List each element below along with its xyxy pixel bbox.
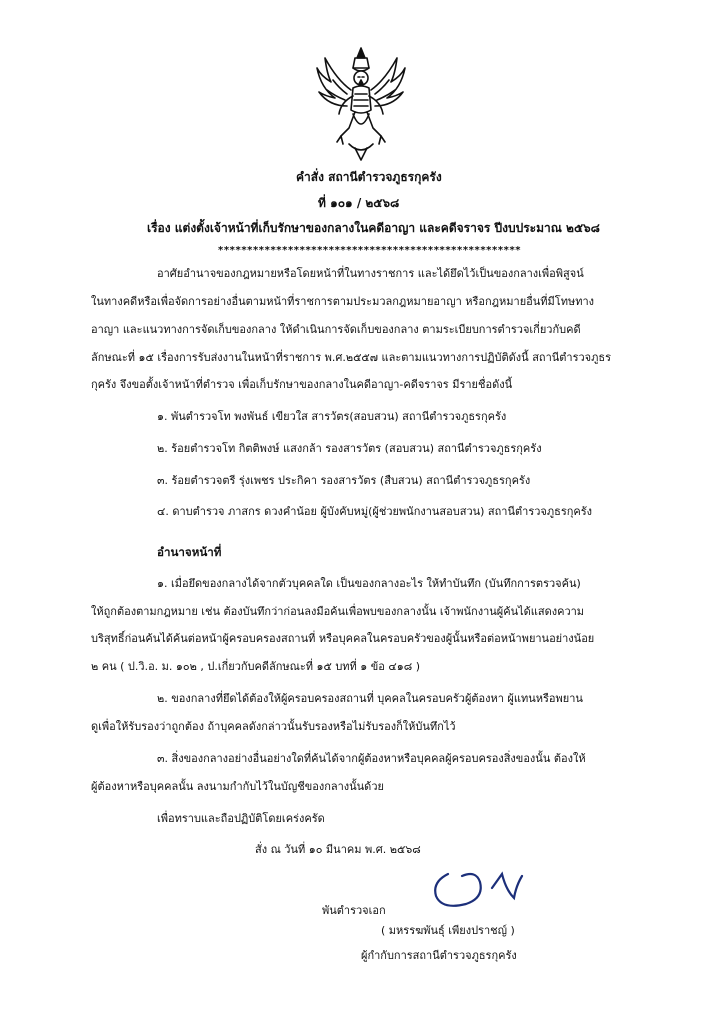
duty-line: ดูเพื่อให้รับรองว่าถูกต้อง ถ้าบุคคลดังกล่าวนั้นรับรองหรือไม่รับรองก็ให้บันทึกไว้ <box>91 720 456 733</box>
signer-rank: พันตำรวจเอก <box>322 904 386 917</box>
officer-item: ๔. ดาบตำรวจ ภาสกร ดวงคำน้อย ผู้บังคับหมู่(ผู้ช่วยพนักงานสอบสวน) สถานีตำรวจภูธรกุครัง <box>157 505 593 518</box>
officer-item: ๑. พันตำรวจโท พงพันธ์ เขียวใส สารวัตร(สอบสวน) สถานีตำรวจภูธรกุครัง <box>157 410 507 423</box>
date-line: สั่ง ณ วันที่ ๑๐ มีนาคม พ.ศ. ๒๕๖๘ <box>255 843 421 856</box>
officer-item: ๓. ร้อยตำรวจตรี รุ่งเพชร ประกิคา รองสารวัตร (สืบสวน) สถานีตำรวจภูธรกุครัง <box>157 474 531 487</box>
duty-line: ๒ คน ( ป.วิ.อ. ม. ๑๐๒ , ป.เกี่ยวกับคดีลักษณะที่ ๑๕ บทที่ ๑ ข้อ ๔๑๘ ) <box>91 660 420 673</box>
closing-text: เพื่อทราบและถือปฏิบัติโดยเคร่งครัด <box>157 812 325 825</box>
separator-line: **************************************************** <box>218 245 522 256</box>
duty-line: ๒. ของกลางที่ยึดได้ต้องให้ผู้ครอบครองสถานที่ บุคคลในครอบครัวผู้ต้องหา ผู้แทนหรือพยาน <box>157 692 583 705</box>
garuda-emblem <box>311 44 411 162</box>
intro-line: ในทางคดีหรือเพื่อจัดการอย่างอื่นตามหน้าที่ราชการตามประมวลกฎหมายอาญา หรือกฎหมายอื่นที่มีโทษทาง <box>91 295 595 308</box>
duty-line: ให้ถูกต้องตามกฎหมาย เช่น ต้องบันทึกว่าก่อนลงมือค้นเพื่อพบของกลางนั้น เจ้าพนักงานผู้ค้นได้แสดงความ <box>91 605 585 618</box>
officer-item: ๒. ร้อยตำรวจโท กิตติพงษ์ แสงกล้า รองสารวัตร (สอบสวน) สถานีตำรวจภูธรกุครัง <box>157 442 542 455</box>
intro-line: อาศัยอำนาจของกฎหมายหรือโดยหน้าที่ในทางราชการ และได้ยึดไว้เป็นของกลางเพื่อพิสูจน์ <box>157 267 584 280</box>
duty-line: ผู้ต้องหาหรือบุคคลนั้น ลงนามกำกับไว้ในบัญชีของกลางนั้นด้วย <box>91 780 384 793</box>
order-subject: เรื่อง แต่งตั้งเจ้าหน้าที่เก็บรักษาของกลางในคดีอาญา และคดีจราจร ปีงบประมาณ ๒๕๖๘ <box>147 221 600 235</box>
signer-name: ( มหรรฆพันธุ์ เพียงปราชญ์ ) <box>381 924 515 937</box>
intro-line: อาญา และแนวทางการจัดเก็บของกลาง ให้ดำเนินการจัดเก็บของกลาง ตามระเบียบการตำรวจเกี่ยวกับคดี <box>91 323 581 336</box>
duty-line: ๓. สิ่งของกลางอย่างอื่นอย่างใดที่ค้นได้จากผู้ต้องหาหรือบุคคลผู้ครอบครองสิ่งของนั้น ต้องให้ <box>157 752 586 765</box>
duty-line: ๑. เมื่อยึดของกลางได้จากตัวบุคคลใด เป็นของกลางอะไร ให้ทำบันทึก (บันทึกการตรวจค้น) <box>157 577 581 590</box>
duties-heading: อำนาจหน้าที่ <box>157 545 222 559</box>
intro-line: ลักษณะที่ ๑๕ เรื่องการรับส่งงานในหน้าที่ราชการ พ.ศ.๒๕๕๗ และตามแนวทางการปฏิบัติดังนี้ สถานีตำรวจภูธร <box>91 351 611 364</box>
order-title: คำสั่ง สถานีตำรวจภูธรกุครัง <box>296 170 442 184</box>
signer-position: ผู้กำกับการสถานีตำรวจภูธรกุครัง <box>361 949 517 962</box>
signature-scribble <box>418 860 538 916</box>
intro-line: กุครัง จึงขอตั้งเจ้าหน้าที่ตำรวจ เพื่อเก็บรักษาของกลางในคดีอาญา-คดีจราจร มีรายชื่อดังนี้ <box>91 378 513 391</box>
duty-line: บริสุทธิ์ก่อนค้นได้ค้นต่อหน้าผู้ครอบครองสถานที่ หรือบุคคลในครอบครัวของผู้นั้นหรือต่อหน้าพยานอย่างน้อย <box>91 632 595 645</box>
order-number: ที่ ๑๐๑ / ๒๕๖๘ <box>318 196 400 210</box>
